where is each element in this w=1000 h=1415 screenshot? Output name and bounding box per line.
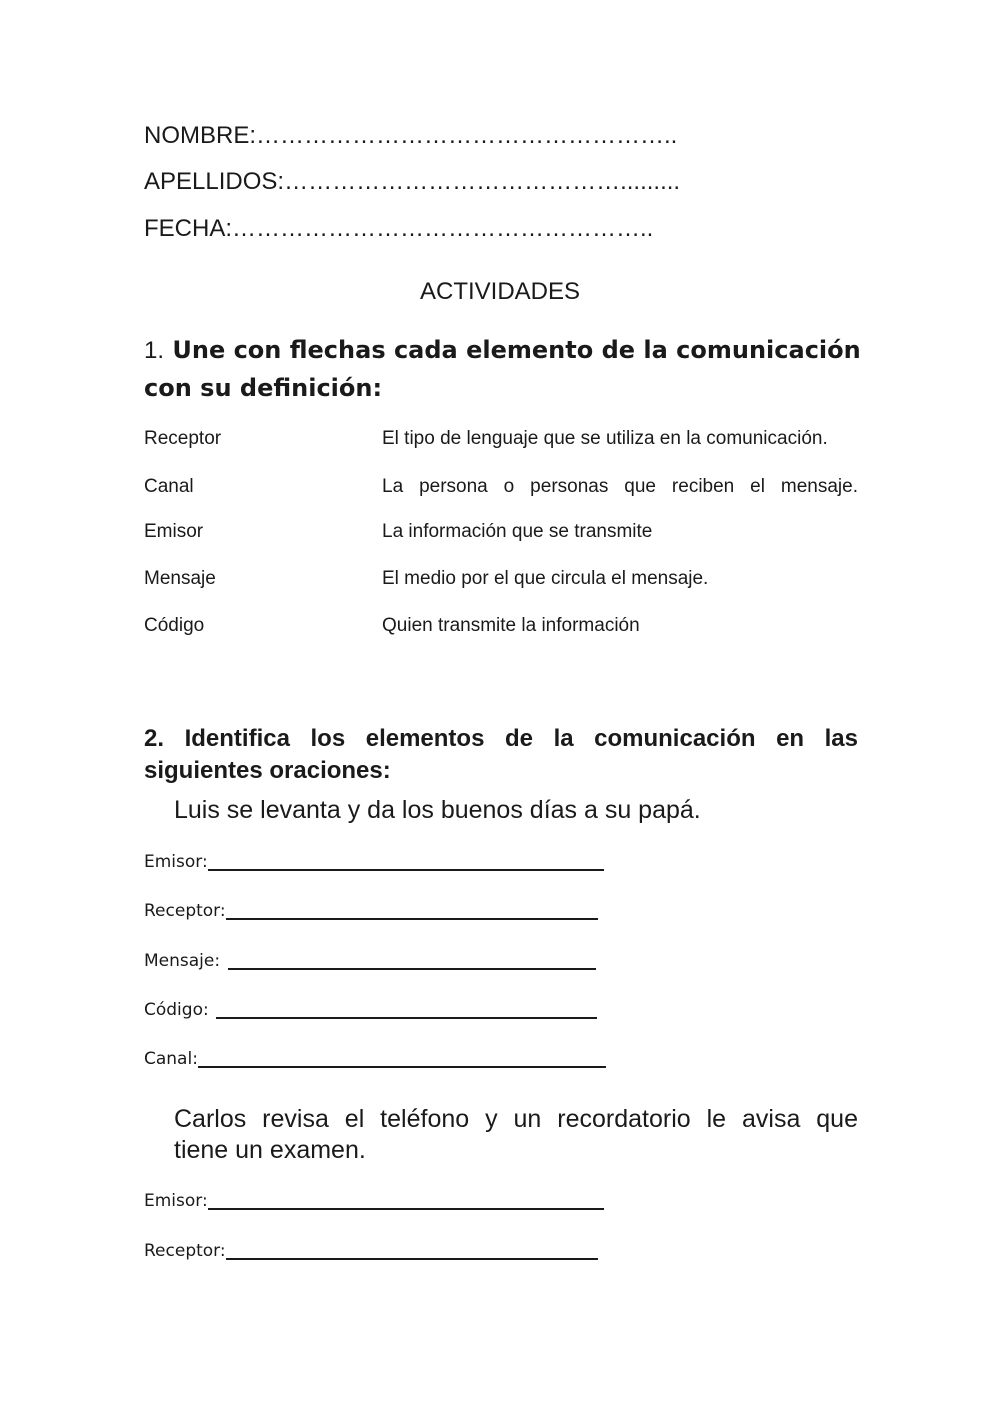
answer-mensaje-1[interactable] bbox=[144, 948, 596, 974]
field-label: Emisor: bbox=[144, 852, 208, 872]
question-2-heading-line1: 2. Identifica los elementos de la comunicación en las bbox=[144, 725, 858, 752]
answer-line[interactable] bbox=[226, 1258, 598, 1260]
term-mensaje: Mensaje bbox=[144, 568, 216, 589]
question-2-heading-line2: siguientes oraciones: bbox=[144, 757, 391, 784]
apellidos-field: APELLIDOS:……………………………………......... bbox=[144, 168, 681, 195]
field-label: Código: bbox=[144, 1000, 209, 1020]
field-label: Receptor: bbox=[144, 1241, 226, 1261]
field-label: Emisor: bbox=[144, 1191, 208, 1211]
field-label: Canal: bbox=[144, 1049, 198, 1069]
answer-canal-1[interactable] bbox=[144, 1046, 606, 1072]
sentence-2-line2: tiene un examen. bbox=[174, 1136, 366, 1164]
field-label: Mensaje: bbox=[144, 951, 221, 971]
sentence-1: Luis se levanta y da los buenos días a su papá. bbox=[174, 796, 701, 824]
answer-line[interactable] bbox=[226, 918, 598, 920]
term-codigo: Código bbox=[144, 615, 205, 636]
fecha-field: FECHA:…………………………………………….. bbox=[144, 215, 654, 242]
answer-codigo-1[interactable] bbox=[144, 997, 597, 1023]
term-emisor: Emisor bbox=[144, 521, 204, 542]
answer-emisor-1[interactable] bbox=[144, 849, 604, 875]
answer-line[interactable] bbox=[208, 869, 604, 871]
answer-line[interactable] bbox=[198, 1066, 606, 1068]
question-1-heading bbox=[144, 331, 861, 370]
term-receptor: Receptor bbox=[144, 428, 222, 449]
answer-emisor-2[interactable] bbox=[144, 1188, 604, 1214]
definition-4: El medio por el que circula el mensaje. bbox=[382, 568, 709, 589]
question-1-text-line1: Une con flechas cada elemento de la comunicación bbox=[172, 336, 861, 364]
question-1-text-line2: con su definición: bbox=[144, 374, 383, 402]
nombre-field: NOMBRE:…………………………………………….. bbox=[144, 122, 678, 149]
definition-3: La información que se transmite bbox=[382, 521, 653, 542]
definition-1: El tipo de lenguaje que se utiliza en la comunicación. bbox=[382, 428, 828, 449]
definition-5: Quien transmite la información bbox=[382, 615, 640, 636]
answer-receptor-2[interactable] bbox=[144, 1238, 598, 1264]
answer-line[interactable] bbox=[228, 968, 596, 970]
answer-receptor-1[interactable] bbox=[144, 898, 598, 924]
question-1-number: 1. bbox=[144, 337, 165, 364]
term-canal: Canal bbox=[144, 476, 194, 497]
field-label: Receptor: bbox=[144, 901, 226, 921]
answer-line[interactable] bbox=[216, 1017, 597, 1019]
answer-line[interactable] bbox=[208, 1208, 604, 1210]
sentence-2-line1: Carlos revisa el teléfono y un recordatorio le avisa que bbox=[174, 1105, 858, 1133]
section-title: ACTIVIDADES bbox=[419, 278, 581, 305]
definition-2: La persona o personas que reciben el mensaje. bbox=[382, 476, 858, 497]
